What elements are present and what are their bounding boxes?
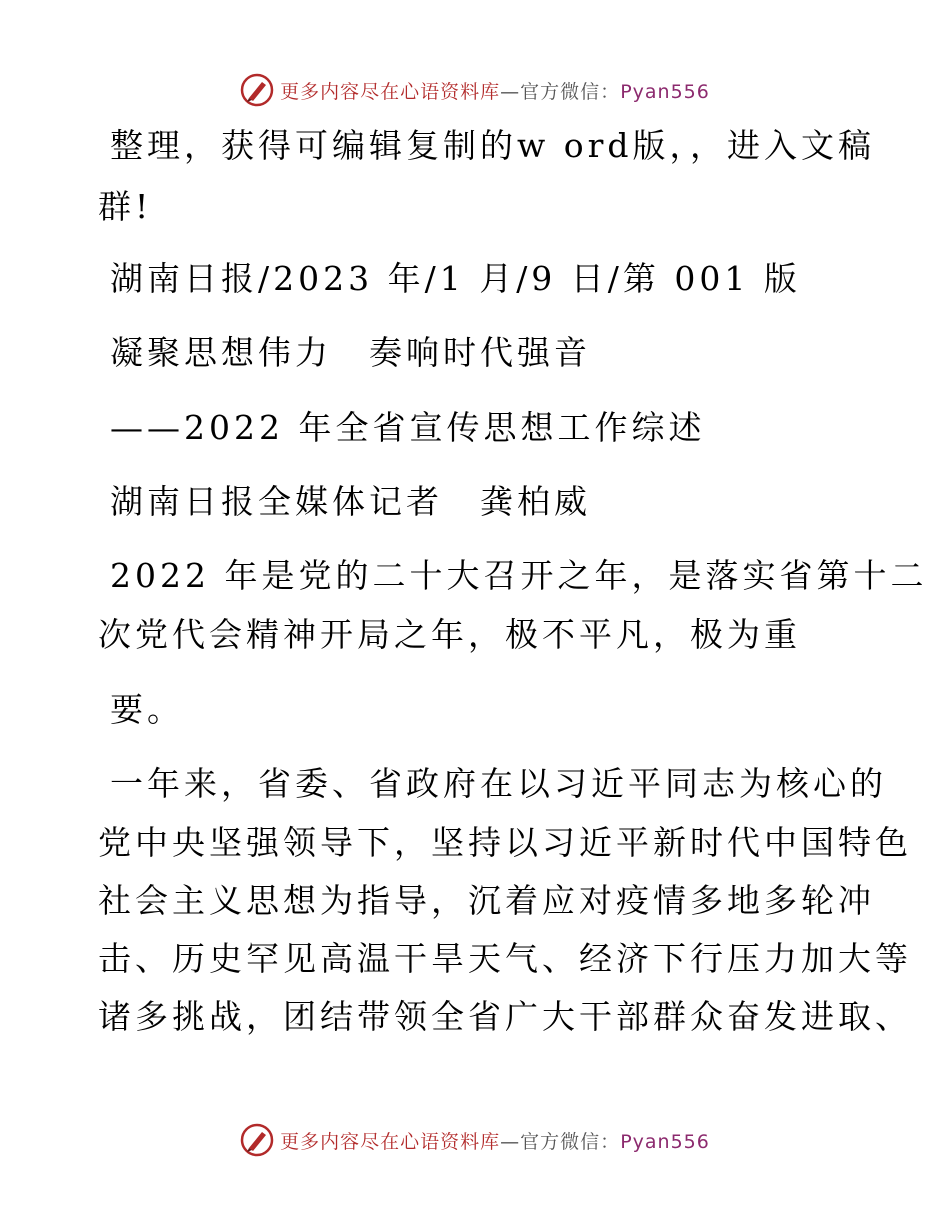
footer-watermark [0, 1120, 950, 1160]
doc-line: 诸多挑战，团结带领全省广大干部群众奋发进取、 [98, 997, 912, 1036]
doc-line: 整理，获得可编辑复制的w ord版，，进入文稿 [110, 126, 876, 165]
pen-circle-logo-icon [240, 1123, 274, 1157]
watermark-site-text: 更多内容尽在心语资料库 [280, 1130, 501, 1153]
header-watermark [0, 70, 950, 110]
watermark-site-text: 更多内容尽在心语资料库 [280, 80, 501, 103]
doc-line: 湖南日报/2023 年/1 月/9 日/第 001 版 [110, 259, 801, 298]
article-title: 凝聚思想伟力 奏响时代强音 [110, 333, 591, 372]
watermark-text [280, 77, 710, 104]
watermark-separator: — [500, 1130, 521, 1153]
doc-line: 群! [98, 187, 153, 226]
doc-line: 击、历史罕见高温干旱天气、经济下行压力加大等 [98, 939, 912, 978]
doc-line: 次党代会精神开局之年，极不平凡，极为重 [98, 615, 801, 654]
doc-line: 2022 年是党的二十大召开之年，是落实省第十二 [110, 556, 928, 595]
watermark-wechat-id: Pyan556 [620, 80, 710, 103]
doc-line: 社会主义思想为指导，沉着应对疫情多地多轮冲 [98, 881, 875, 920]
watermark-wechat-label: 官方微信： [520, 80, 621, 103]
watermark-wechat-id: Pyan556 [620, 1130, 710, 1153]
doc-line: 一年来，省委、省政府在以习近平同志为核心的 [110, 764, 887, 803]
doc-line: 要。 [110, 690, 184, 729]
article-subtitle: ——2022 年全省宣传思想工作综述 [110, 408, 706, 447]
article-byline: 湖南日报全媒体记者 龚柏威 [110, 482, 591, 521]
watermark-text [280, 1127, 710, 1154]
pen-circle-logo-icon [240, 73, 274, 107]
doc-line: 党中央坚强领导下，坚持以习近平新时代中国特色 [98, 823, 912, 862]
watermark-separator: — [500, 80, 521, 103]
watermark-wechat-label: 官方微信： [520, 1130, 621, 1153]
